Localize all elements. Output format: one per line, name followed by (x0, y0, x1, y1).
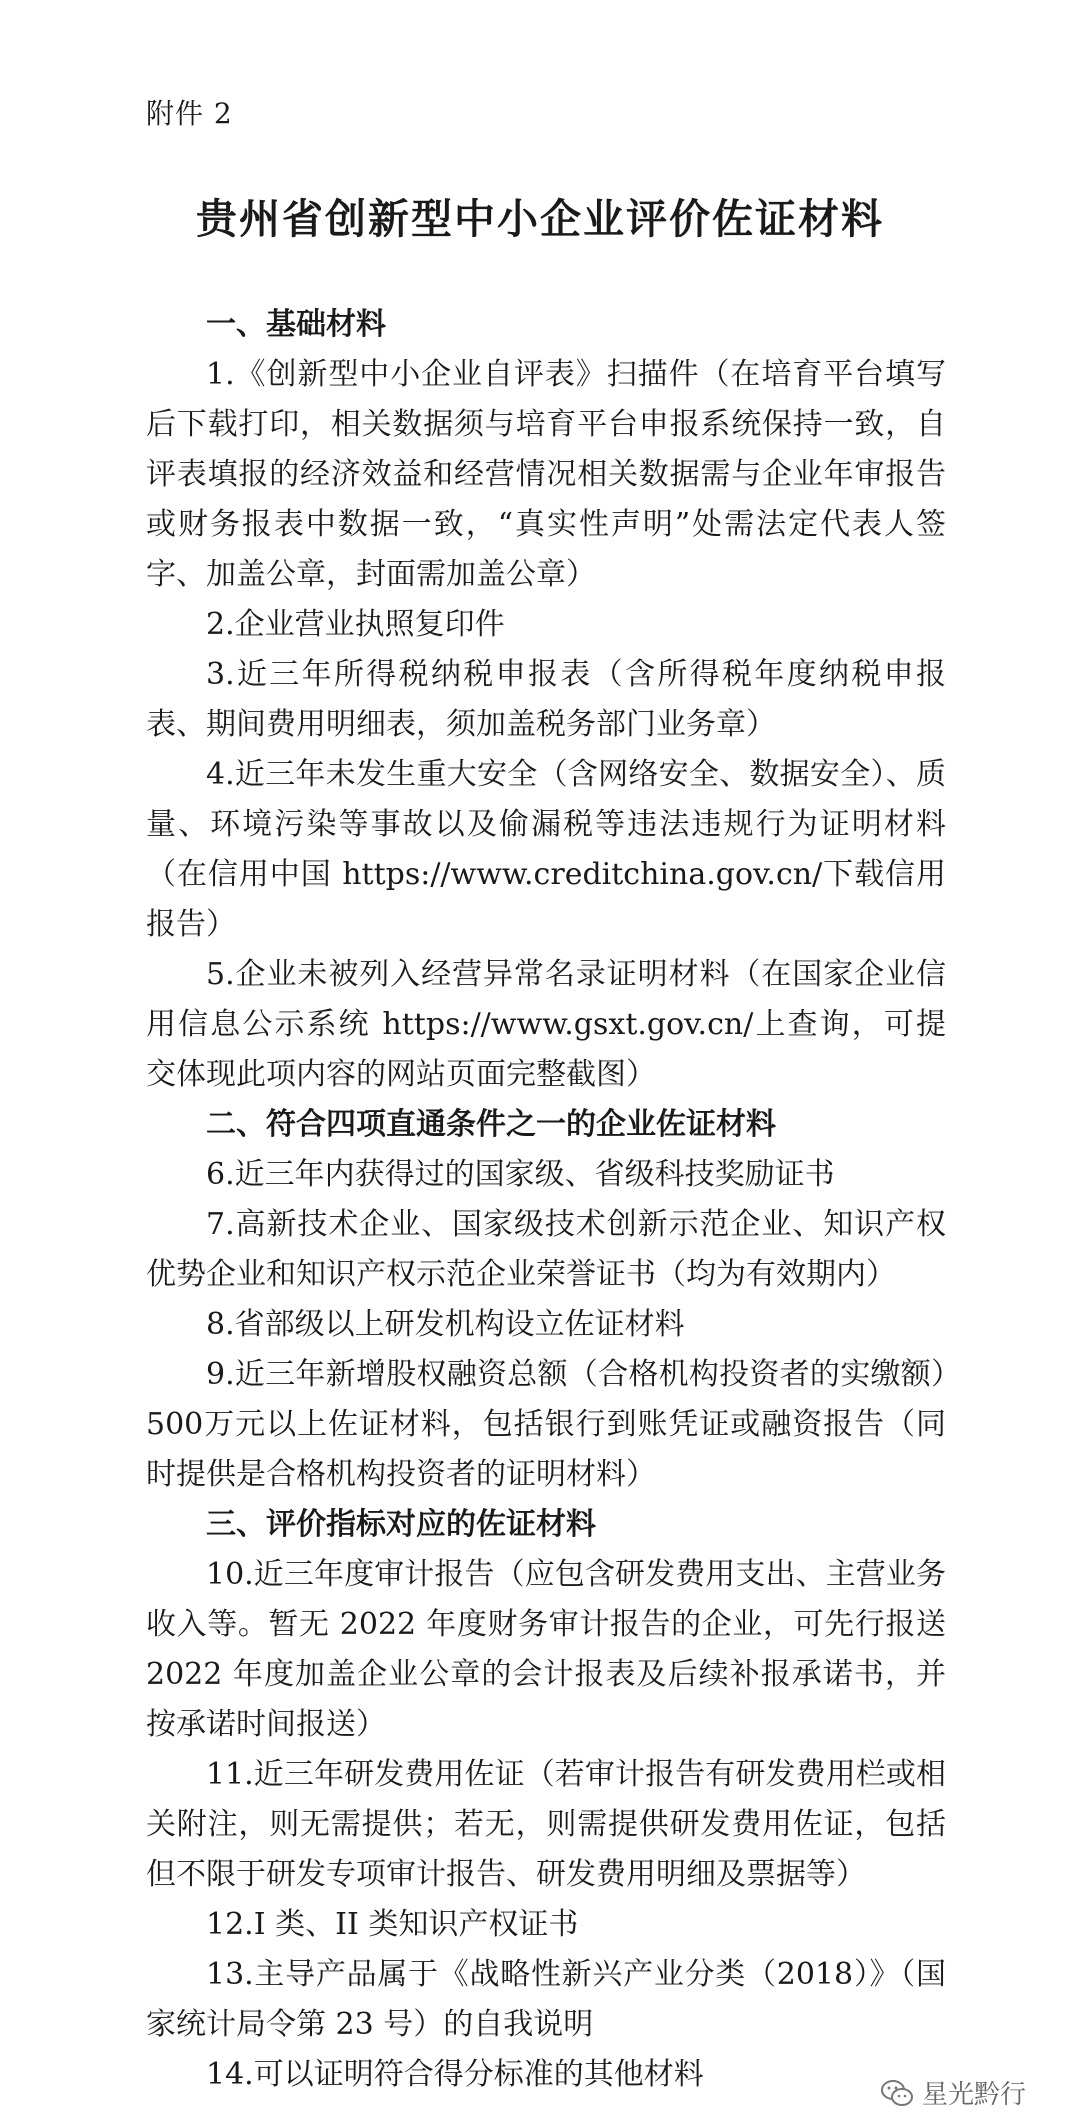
list-item: 9.近三年新增股权融资总额（合格机构投资者的实缴额）500万元以上佐证材料，包括银行到账凭证或融资报告（同时提供是合格机构投资者的证明材料） (146, 1357, 946, 1492)
list-item: 8.省部级以上研发机构设立佐证材料 (206, 1307, 685, 1342)
list-item: 2.企业营业执照复印件 (206, 607, 505, 642)
document-body (146, 300, 946, 2100)
watermark-text: 星光黔行 (922, 2080, 1027, 2110)
list-item: 1.《创新型中小企业自评表》扫描件（在培育平台填写后下载打印，相关数据须与培育平台申报系统保持一致，自评表填报的经济效益和经营情况相关数据需与企业年审报告或财务报表中数据一致，“真实性声明”处需法定代表人签字、加盖公章，封面需加盖公章） (146, 357, 946, 592)
section-heading: 二、符合四项直通条件之一的企业佐证材料 (206, 1107, 776, 1142)
section-heading: 三、评价指标对应的佐证材料 (206, 1507, 596, 1542)
list-item: 7.高新技术企业、国家级技术创新示范企业、知识产权优势企业和知识产权示范企业荣誉证书（均为有效期内） (146, 1207, 946, 1292)
list-item: 13.主导产品属于《战略性新兴产业分类（2018）》（国家统计局令第 23 号）的自我说明 (146, 1957, 946, 2042)
document-title: 贵州省创新型中小企业评价佐证材料 (196, 195, 884, 243)
list-item: 5.企业未被列入经营异常名录证明材料（在国家企业信用信息公示系统 https://www.gsxt.gov.cn/上查询，可提交体现此项内容的网站页面完整截图） (146, 957, 946, 1092)
list-item: 14.可以证明符合得分标准的其他材料 (206, 2057, 704, 2092)
wechat-icon (880, 2078, 914, 2108)
list-item: 4.近三年未发生重大安全（含网络安全、数据安全）、质量、环境污染等事故以及偷漏税等违法违规行为证明材料（在信用中国 https://www.creditchina.gov.cn/下载信用报告） (146, 757, 946, 942)
section-heading: 一、基础材料 (206, 307, 386, 342)
list-item: 11.近三年研发费用佐证（若审计报告有研发费用栏或相关附注，则无需提供；若无，则需提供研发费用佐证，包括但不限于研发专项审计报告、研发费用明细及票据等） (146, 1757, 946, 1892)
list-item: 3.近三年所得税纳税申报表（含所得税年度纳税申报表、期间费用明细表，须加盖税务部门业务章） (146, 657, 946, 742)
watermark (880, 2074, 1026, 2111)
attachment-label: 附件 2 (146, 97, 233, 130)
list-item: 10.近三年度审计报告（应包含研发费用支出、主营业务收入等。暂无 2022 年度财务审计报告的企业，可先行报送 2022 年度加盖企业公章的会计报表及后续补报承诺书，并按承诺时间报送） (146, 1557, 946, 1742)
list-item: 12.I 类、II 类知识产权证书 (206, 1907, 579, 1942)
list-item: 6.近三年内获得过的国家级、省级科技奖励证书 (206, 1157, 835, 1192)
